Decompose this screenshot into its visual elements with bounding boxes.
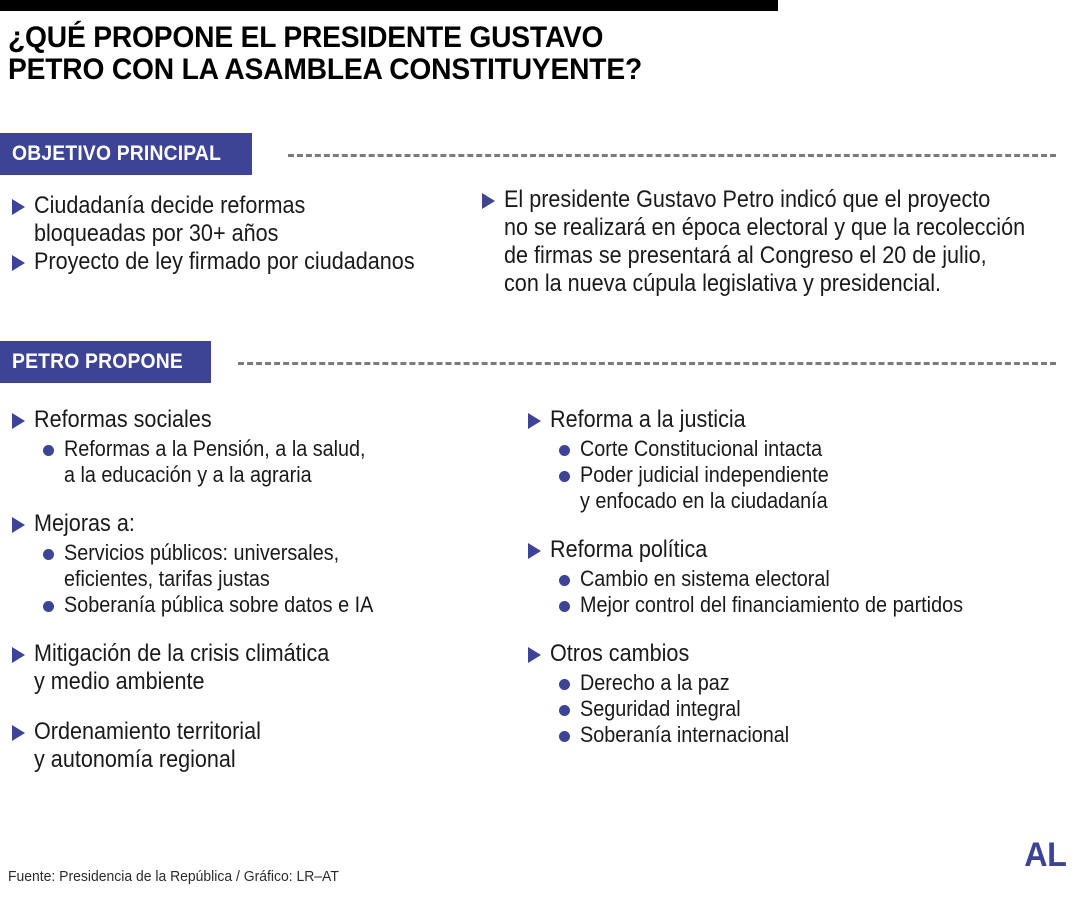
list-item: [12, 592, 472, 618]
list-item-line: Proyecto de ley firmado por ciudadanos: [34, 248, 415, 275]
bullet-triangle-icon: [12, 517, 25, 533]
list-item-line: Seguridad integral: [580, 696, 741, 721]
list-item-line: Soberanía internacional: [580, 722, 790, 747]
list-item-text: [34, 640, 329, 696]
list-item-line: a la educación y a la agraria: [64, 462, 312, 487]
list-item-text: [64, 592, 373, 618]
source-credit: Fuente: Presidencia de la República / Gráfico: LR–AT: [8, 868, 339, 885]
list-item-line: Reformas a la Pensión, a la salud,: [64, 436, 366, 461]
list-item-line: bloqueadas por 30+ años: [34, 220, 279, 247]
section-banner-petro-propone: [0, 341, 211, 383]
bullet-dot-icon: [559, 705, 570, 716]
petro-right-column: [528, 406, 1073, 748]
page-title-line-2: PETRO CON LA ASAMBLEA CONSTITUYENTE?: [8, 53, 643, 86]
list-item-line: y autonomía regional: [34, 746, 236, 773]
list-item-text: [580, 566, 830, 592]
list-item: [12, 436, 472, 488]
bullet-triangle-icon: [528, 647, 541, 663]
bullet-triangle-icon: [482, 193, 495, 209]
list-item-line: Otros cambios: [550, 640, 690, 667]
bullet-triangle-icon: [12, 255, 25, 271]
list-item-line: Ordenamiento territorial: [34, 718, 261, 745]
list-item: [12, 540, 472, 592]
petro-left-column: [12, 406, 472, 774]
list-item: [12, 192, 462, 248]
list-item-text: [550, 536, 707, 564]
list-item: [12, 640, 472, 696]
bullet-triangle-icon: [12, 725, 25, 741]
bullet-dot-icon: [43, 549, 54, 560]
bullet-triangle-icon: [12, 199, 25, 215]
list-item-text: [64, 436, 366, 488]
bullet-dot-icon: [559, 679, 570, 690]
list-item-text: [580, 436, 822, 462]
list-item-text: [550, 640, 689, 668]
list-item: [528, 670, 1073, 696]
list-item-line: Reformas sociales: [34, 406, 212, 433]
list-item: [528, 536, 1073, 564]
top-black-rule: [0, 0, 778, 11]
page-title-line-1: ¿QUÉ PROPONE EL PRESIDENTE GUSTAVO: [8, 21, 604, 54]
bullet-triangle-icon: [528, 413, 541, 429]
list-item: [528, 640, 1073, 668]
list-item: [528, 592, 1073, 618]
list-item-text: [34, 406, 212, 434]
list-item-text: [34, 510, 135, 538]
list-item-line: Reforma política: [550, 536, 708, 563]
bullet-triangle-icon: [12, 413, 25, 429]
section-divider-dashed: [238, 362, 1056, 365]
list-item-text: [550, 406, 746, 434]
bullet-dot-icon: [559, 445, 570, 456]
list-item-text: [34, 192, 305, 248]
section-banner-objetivo-principal: [0, 133, 252, 175]
list-item: [482, 186, 1062, 298]
list-item-line: Reforma a la justicia: [550, 406, 746, 433]
list-item-line: Cambio en sistema electoral: [580, 566, 830, 591]
list-item-line: Soberanía pública sobre datos e IA: [64, 592, 374, 617]
bullet-triangle-icon: [12, 647, 25, 663]
page-title: [8, 22, 901, 86]
list-item-line: Poder judicial independiente: [580, 462, 829, 487]
list-item-line: Corte Constitucional intacta: [580, 436, 823, 461]
list-item: [528, 696, 1073, 722]
list-item-line: Derecho a la paz: [580, 670, 730, 695]
list-item-text: [504, 186, 1025, 298]
list-item-line: Mejor control del financiamiento de partidos: [580, 592, 964, 617]
list-item-text: [580, 592, 963, 618]
section-divider-dashed: [288, 154, 1056, 157]
list-item-line: Mitigación de la crisis climática: [34, 640, 330, 667]
list-item-text: [580, 670, 730, 696]
bullet-dot-icon: [559, 471, 570, 482]
list-item: [12, 248, 462, 276]
bullet-triangle-icon: [528, 543, 541, 559]
list-item-line: Servicios públicos: universales,: [64, 540, 340, 565]
brand-logo: AL: [1023, 836, 1066, 874]
list-item-line: no se realizará en época electoral y que la recolección: [504, 214, 1026, 241]
list-item-line: El presidente Gustavo Petro indicó que el proyecto: [504, 186, 991, 213]
section-header-petro-propone: [0, 341, 1080, 383]
bullet-dot-icon: [559, 601, 570, 612]
objetivo-right-column: [482, 186, 1062, 298]
list-item: [528, 566, 1073, 592]
list-item-text: [580, 722, 789, 748]
list-item: [528, 436, 1073, 462]
section-header-objetivo-principal: [0, 133, 1080, 175]
list-item-line: Ciudadanía decide reformas: [34, 192, 306, 219]
list-item-line: y enfocado en la ciudadanía: [580, 488, 828, 513]
list-item-text: [34, 718, 261, 774]
list-item: [12, 718, 472, 774]
bullet-dot-icon: [43, 601, 54, 612]
list-item-text: [580, 462, 829, 514]
bullet-dot-icon: [43, 445, 54, 456]
list-item-line: con la nueva cúpula legislativa y presidencial.: [504, 270, 942, 297]
list-item-line: Mejoras a:: [34, 510, 135, 537]
bullet-dot-icon: [559, 731, 570, 742]
section-banner-label: PETRO PROPONE: [12, 350, 183, 373]
list-item-line: eficientes, tarifas justas: [64, 566, 270, 591]
list-item-line: de firmas se presentará al Congreso el 20 de julio,: [504, 242, 987, 269]
objetivo-left-column: [12, 192, 462, 276]
list-item-text: [64, 540, 339, 592]
list-item-line: y medio ambiente: [34, 668, 205, 695]
list-item: [12, 510, 472, 538]
list-item-text: [34, 248, 415, 276]
list-item: [528, 462, 1073, 514]
list-item: [528, 722, 1073, 748]
section-banner-label: OBJETIVO PRINCIPAL: [12, 142, 222, 165]
list-item: [528, 406, 1073, 434]
bullet-dot-icon: [559, 575, 570, 586]
list-item: [12, 406, 472, 434]
list-item-text: [580, 696, 741, 722]
